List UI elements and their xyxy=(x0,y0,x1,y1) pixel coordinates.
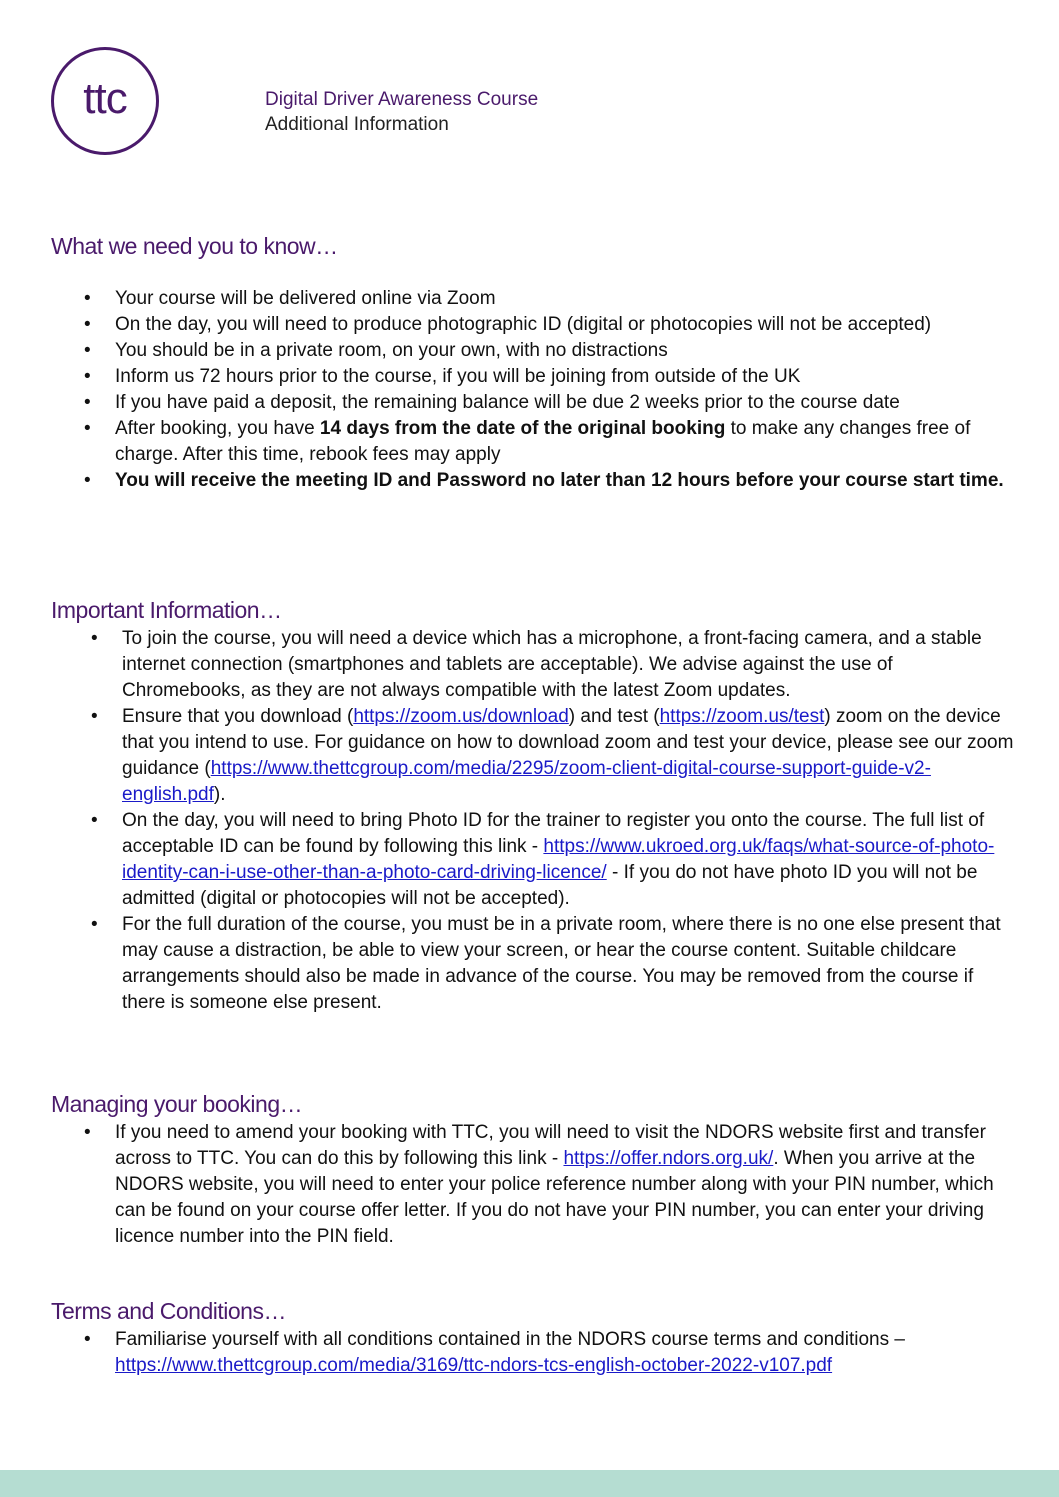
managing-list xyxy=(115,1120,1015,1250)
ndors-offer-link[interactable]: https://offer.ndors.org.uk/ xyxy=(563,1148,774,1169)
list-item-bold: You will receive the meeting ID and Password no later than 12 hours before your course start time. xyxy=(115,470,1004,491)
list-item xyxy=(115,1327,1015,1379)
heading-what-we-need: What we need you to know… xyxy=(51,233,338,259)
zoom-download-link[interactable]: https://zoom.us/download xyxy=(353,706,569,727)
terms-link[interactable]: https://www.thettcgroup.com/media/3169/ttc-ndors-tcs-english-october-2022-v107.pdf xyxy=(115,1355,833,1376)
list-item-bold: 14 days from the date of the original booking xyxy=(319,418,726,439)
list-item xyxy=(115,468,1015,494)
important-list xyxy=(122,626,1015,1016)
list-item: • You should be in a private room, on your own, with no distractions xyxy=(115,338,1015,364)
list-item xyxy=(122,808,1015,912)
document-subtitle: Additional Information xyxy=(265,114,449,135)
list-item xyxy=(122,704,1015,808)
list-item: • On the day, you will need to produce photographic ID (digital or photocopies will not be accepted) xyxy=(115,312,1015,338)
heading-important-information: Important Information… xyxy=(51,597,282,623)
photo-id-link[interactable]: https://www.ukroed.org.uk/faqs/what-source-of-photo-identity-can-i-use-other-than-a-photo-card-driving-licence/ xyxy=(122,836,995,883)
list-item: • For the full duration of the course, you must be in a private room, where there is no one else present that may cause a distraction, be able to view your screen, or hear the course content. Suitable childcare arrangements should also be made in advance of the course. You may be removed from the course if there is someone else present. xyxy=(122,912,1015,1016)
footer-band xyxy=(0,1470,1059,1497)
list-item-text: Ensure that you download ( xyxy=(122,706,354,727)
logo-text: ttc xyxy=(83,74,127,123)
document-title: Digital Driver Awareness Course xyxy=(265,89,539,110)
zoom-guidance-link[interactable]: https://www.thettcgroup.com/media/2295/zoom-client-digital-course-support-guide-v2-english.pdf xyxy=(122,758,931,805)
list-item-text: ) zoom on the device that you intend to use. For guidance on how to download zoom and test your device, please see our zoom guidance ( xyxy=(122,706,1014,779)
list-item xyxy=(115,1120,1015,1250)
list-item-text: On the day, you will need to bring Photo ID for the trainer to register you onto the course. The full list of acceptable ID can be found by following this link - xyxy=(122,810,985,857)
list-item-text: ). xyxy=(213,784,226,805)
document-header xyxy=(265,87,538,137)
list-item: • To join the course, you will need a device which has a microphone, a front-facing camera, and a stable internet connection (smartphones and tablets are acceptable). We advise against the use of Chromebooks, as they are not always compatible with the latest Zoom updates. xyxy=(122,626,1015,704)
list-item-text: If you need to amend your booking with TTC, you will need to visit the NDORS website first and transfer across to TTC. You can do this by following this link - xyxy=(115,1122,986,1169)
list-item-text: Familiarise yourself with all conditions contained in the NDORS course terms and conditions – xyxy=(115,1329,905,1350)
heading-managing-booking: Managing your booking… xyxy=(51,1091,303,1117)
zoom-test-link[interactable]: https://zoom.us/test xyxy=(659,706,825,727)
heading-terms-conditions: Terms and Conditions… xyxy=(51,1298,286,1324)
list-item-text: - If you do not have photo ID you will not be admitted (digital or photocopies will not be accepted). xyxy=(122,862,978,909)
list-item-text: ) and test ( xyxy=(568,706,660,727)
list-item-text: . When you arrive at the NDORS website, you will need to enter your police reference number along with your PIN number, which can be found on your course offer letter. If you do not have your PIN number, you can enter your driving licence number into the PIN field. xyxy=(115,1148,994,1247)
list-item-text: After booking, you have xyxy=(115,418,320,439)
list-item-text: to make any changes free of charge. After this time, rebook fees may apply xyxy=(115,418,971,465)
terms-list xyxy=(115,1327,1015,1379)
ttc-logo xyxy=(51,47,159,155)
list-item: • Your course will be delivered online via Zoom xyxy=(115,286,1015,312)
know-list xyxy=(115,286,1015,494)
list-item xyxy=(115,416,1015,468)
list-item: • Inform us 72 hours prior to the course, if you will be joining from outside of the UK xyxy=(115,364,1015,390)
list-item: • If you have paid a deposit, the remaining balance will be due 2 weeks prior to the course date xyxy=(115,390,1015,416)
